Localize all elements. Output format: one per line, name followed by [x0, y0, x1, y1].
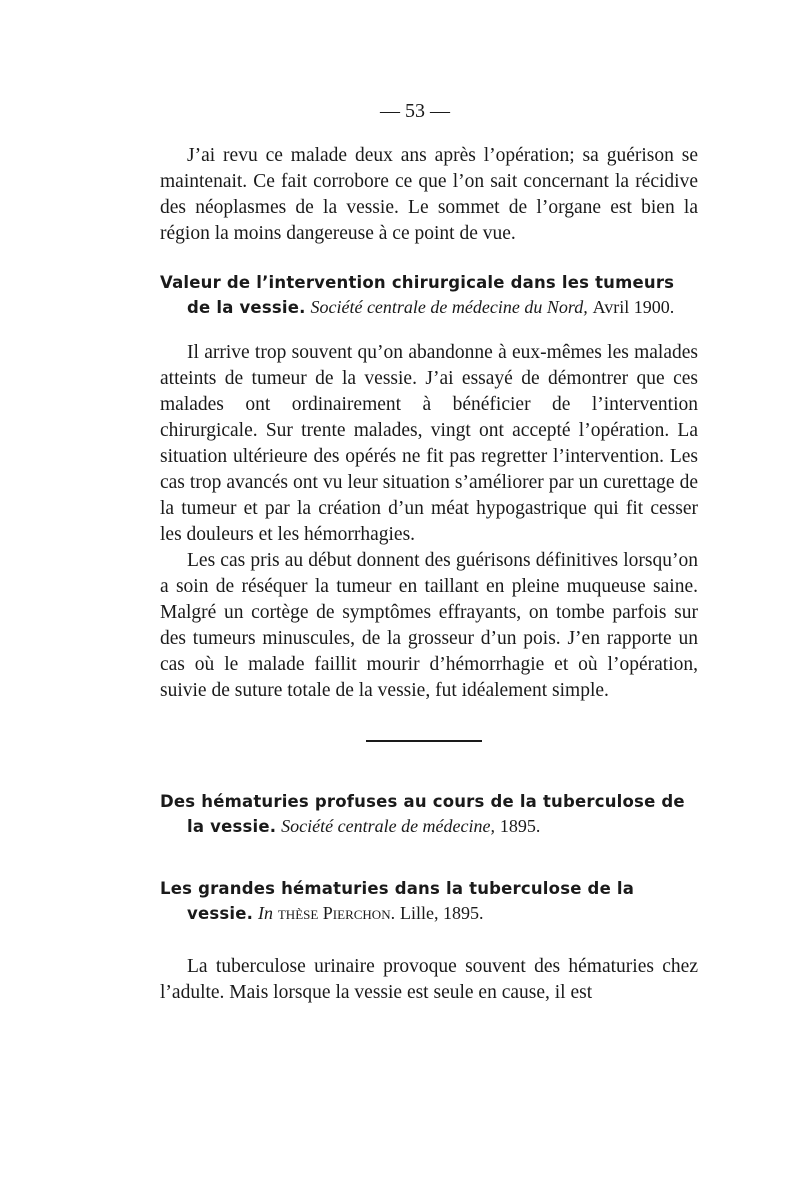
body-paragraph-2: Les cas pris au début donnent des guérisons définitives lorsqu’on a soin de réséquer la tumeur en taillant en pleine muqueuse saine. Malgré un cortège de symptômes effrayants, on tombe parfois sur des tumeurs minuscules, de la grosseur d’un pois. J’en rapporte un cas où le malade faillit mourir d’hémorrhagie et où l’opération, suivie de suture totale de la vessie, fut idéalement simple. [160, 550, 698, 701]
bibliography-entry-1 [160, 271, 698, 320]
body-paragraph-1: Il arrive trop souvent qu’on abandonne à eux-mêmes les malades atteints de tumeur de la vessie. J’ai essayé de démontrer que ces malades ont ordinairement à bénéficier de l’intervention chirurgicale. Sur trente malades, vingt ont accepté l’opération. La situation ultérieure des opérés ne fit pas regretter l’intervention. Les cas trop avancés ont vu leur situation s’améliorer par un curettage de la tumeur et par la création d’un méat hypogastrique qui fit cesser les douleurs et les hémorrhagies. [160, 342, 698, 545]
entry-date: 1895. [499, 816, 541, 836]
final-paragraph: La tuberculose urinaire provoque souvent des hématuries chez l’adulte. Mais lorsque la vessie est seule en cause, il est [160, 956, 698, 1003]
entry-date: Lille, 1895. [399, 903, 484, 923]
bibliography-entry-2 [160, 790, 698, 839]
entry-title: Les grandes hématuries dans la tuberculose de la vessie. [160, 879, 635, 923]
entry-source: In [257, 903, 273, 923]
intro-paragraph: J’ai revu ce malade deux ans après l’opération; sa guérison se maintenait. Ce fait corrobore ce que l’on sait concernant la récidive des néoplasmes de la vessie. Le sommet de l’organe est bien la région la moins dangereuse à ce point de vue. [160, 145, 698, 244]
entry-source: Société centrale de médecine, [281, 816, 496, 836]
entry-source: Société centrale de médecine du Nord, [310, 297, 588, 317]
page-content [160, 143, 698, 1006]
section-divider [366, 740, 482, 742]
bibliography-entry-3 [160, 877, 698, 926]
entry-title: Des hématuries profuses au cours de la tuberculose de la vessie. [160, 792, 685, 836]
page-number: — 53 — [380, 100, 450, 122]
entry-author: thèse Pierchon. [277, 903, 396, 923]
entry-date: Avril 1900. [592, 297, 675, 317]
entry-title: Valeur de l’intervention chirurgicale dans les tumeurs de la vessie. [160, 273, 675, 317]
